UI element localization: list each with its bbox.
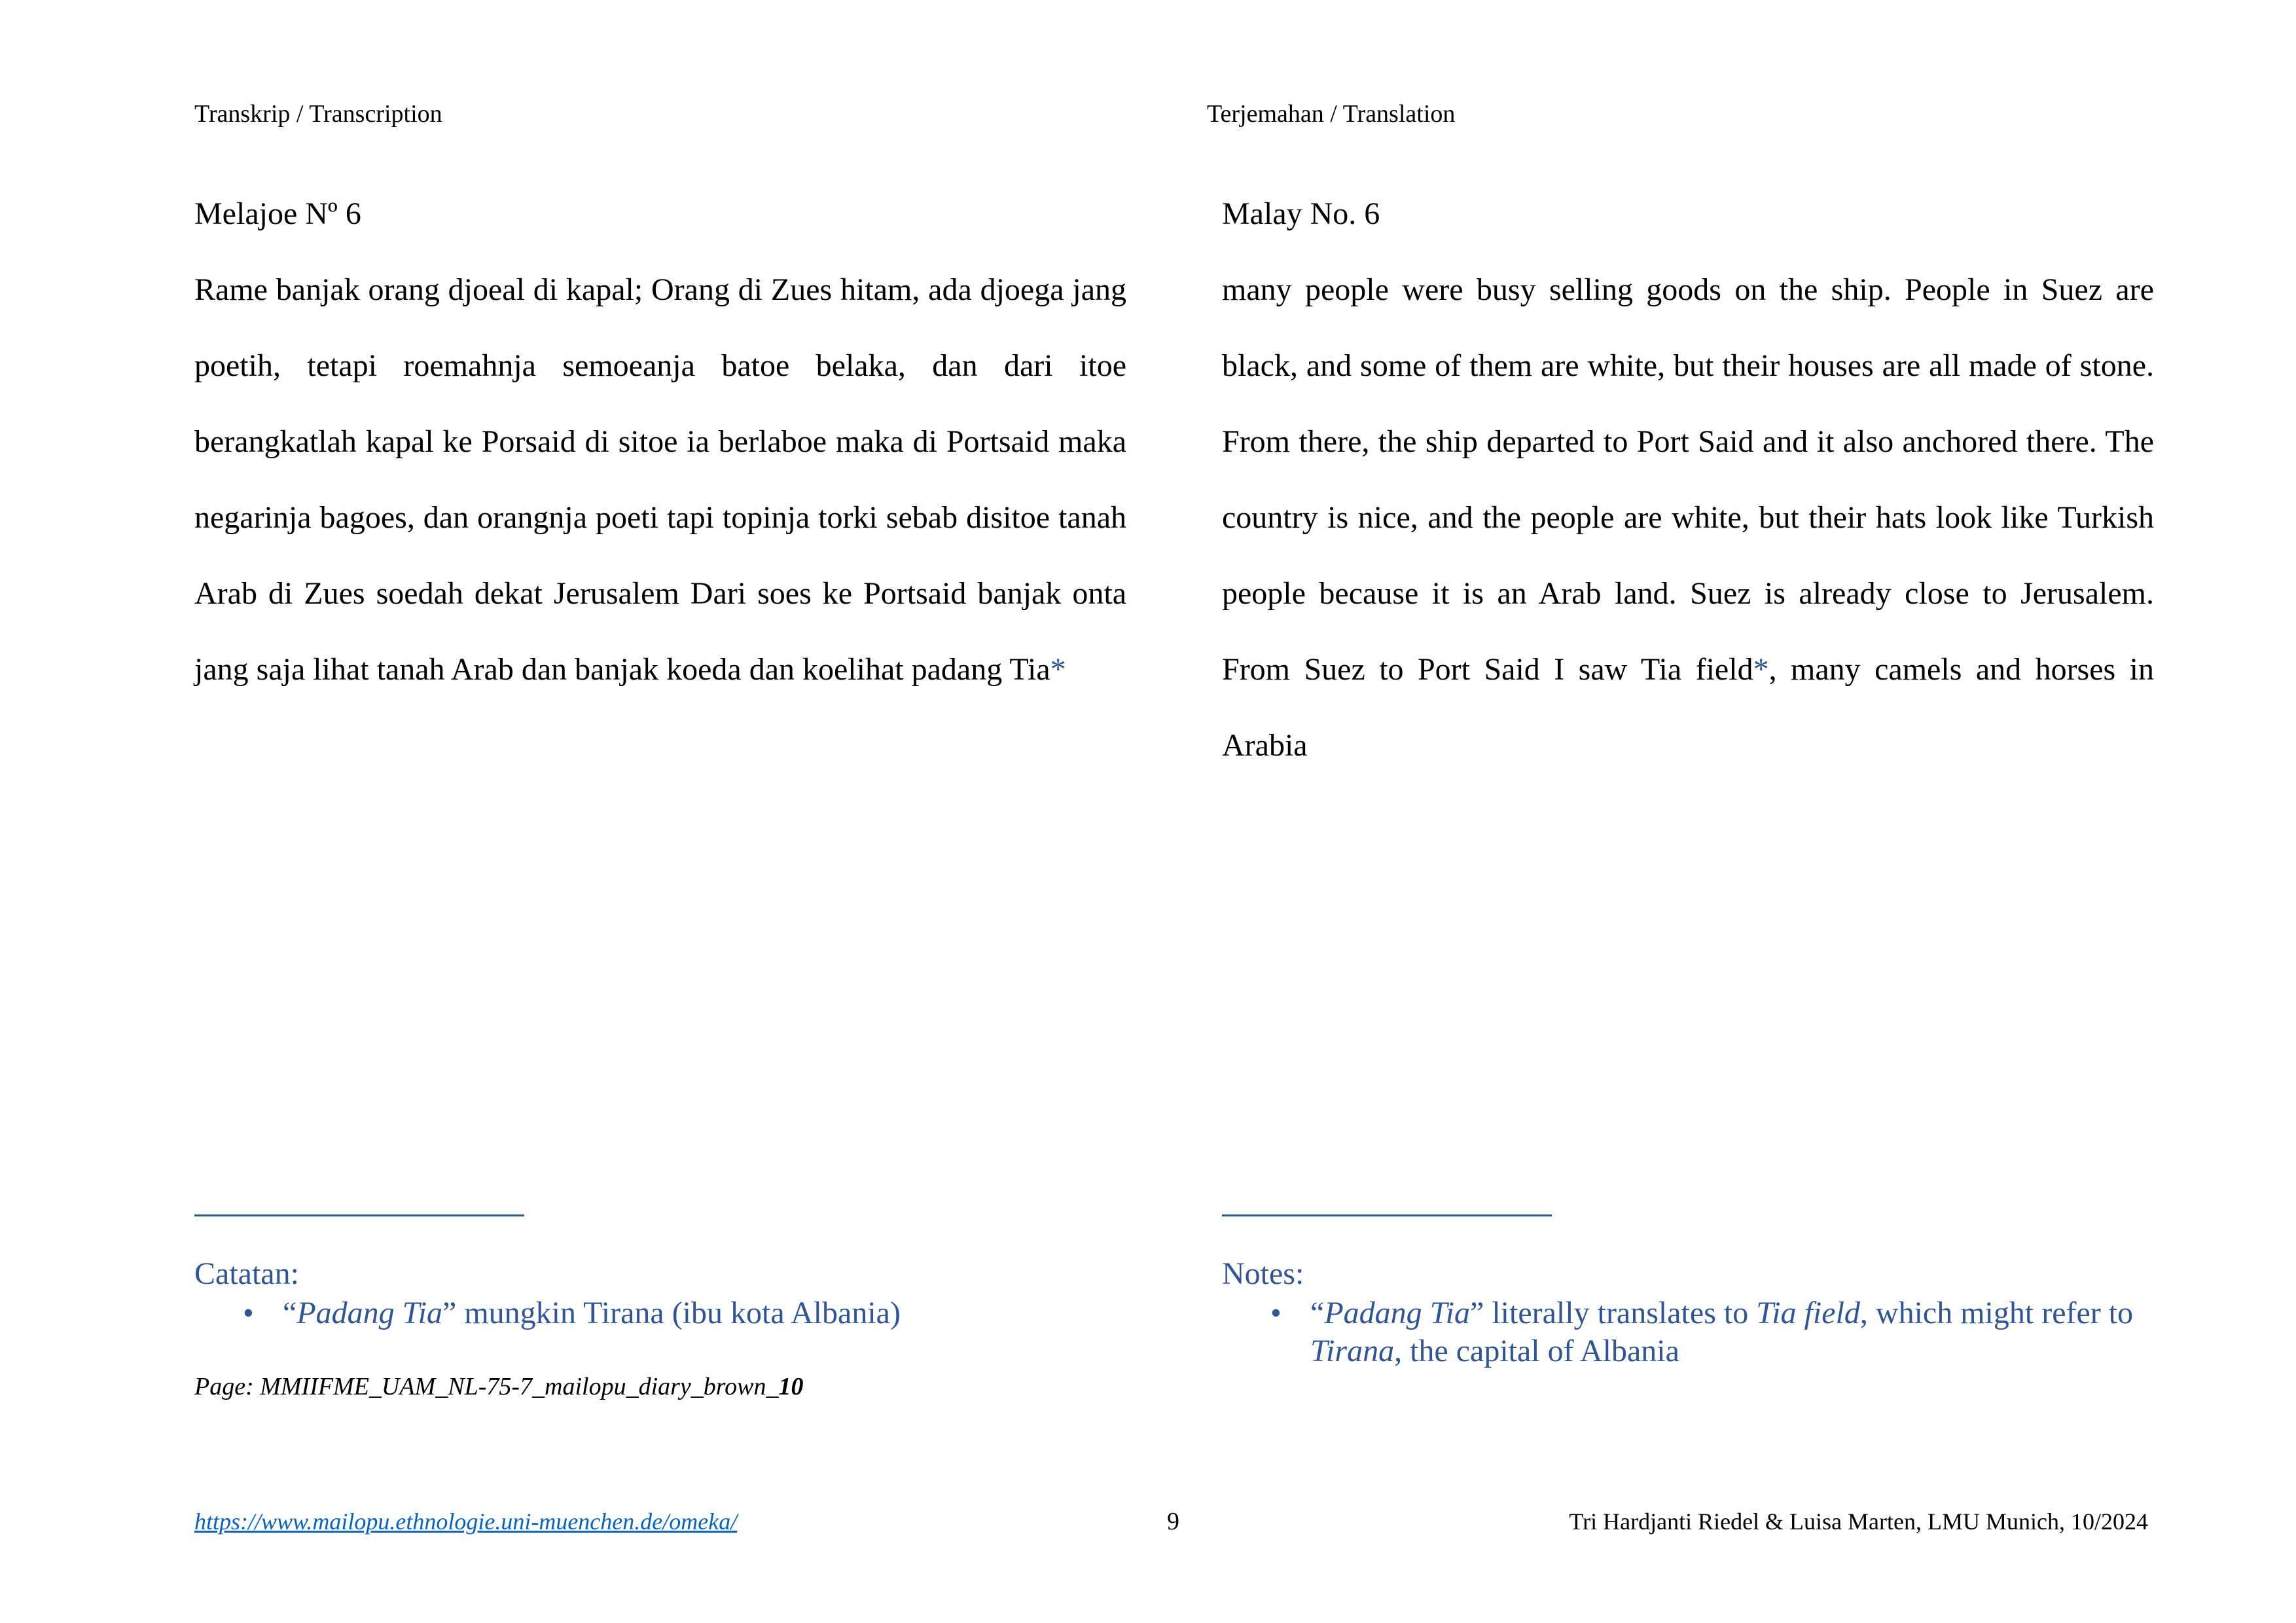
translation-header: Terjemahan / Translation	[1207, 100, 1456, 128]
note-open-quote: “	[1310, 1296, 1325, 1330]
note-term: Padang Tia	[296, 1296, 443, 1330]
note-close-quote: ”	[442, 1296, 457, 1330]
note-close-quote: ”	[1470, 1296, 1484, 1330]
note-text: , which might refer to	[1859, 1296, 2134, 1330]
footer-page-number: 9	[1167, 1508, 1179, 1535]
page-reference-number: 10	[778, 1373, 804, 1400]
transcription-body-text: Rame banjak orang djoeal di kapal; Orang di Zues hitam, ada djoega jang poetih, tetapi roemahnja semoeanja batoe belaka, dan dari itoe berangkatlah kapal ke Porsaid di sitoe ia berlaboe maka di Portsaid maka negarinja bagoes, dan orangnja poeti tapi topinja torki sebab disitoe tanah Arab di Zues soedah dekat Jerusalem Dari soes ke Portsaid banjak onta jang saja lihat tanah Arab dan banjak koeda dan koelihat padang Tia	[194, 272, 1126, 687]
note-open-quote: “	[283, 1296, 297, 1330]
footer-credit: Tri Hardjanti Riedel & Luisa Marten, LMU Munich, 10/2024	[1569, 1508, 2148, 1535]
translation-notes-heading: Notes:	[1222, 1256, 1304, 1291]
translation-note-item	[1222, 1294, 2158, 1370]
page-reference-prefix: Page: MMIIFME_UAM_NL-75-7_mailopu_diary_brown_	[194, 1373, 779, 1400]
note-text: literally translates to	[1484, 1296, 1757, 1330]
transcription-title: Melajoe Nº 6	[194, 196, 361, 231]
note-term-tirana: Tirana	[1310, 1334, 1395, 1368]
transcription-note-item	[194, 1294, 1130, 1332]
transcription-header: Transkrip / Transcription	[194, 100, 442, 128]
note-term-tia-field: Tia field	[1756, 1296, 1860, 1330]
translation-title: Malay No. 6	[1222, 196, 1380, 231]
footer-website-link[interactable]: https://www.mailopu.ethnologie.uni-muenchen.de/omeka/	[194, 1508, 738, 1535]
transcription-notes-heading: Catatan:	[194, 1256, 299, 1291]
translation-body-text-end: , many camels and horses in Arabia	[1222, 652, 2154, 763]
transcription-notes-list	[194, 1294, 1130, 1332]
transcription-body	[194, 252, 1126, 708]
translation-notes-divider	[1222, 1214, 1552, 1216]
note-text: mungkin Tirana (ibu kota Albania)	[456, 1296, 901, 1330]
translation-footnote-marker: *	[1753, 652, 1769, 687]
bullet-icon: •	[1270, 1296, 1282, 1330]
note-text: , the capital of Albania	[1394, 1334, 1679, 1368]
translation-notes-list	[1222, 1294, 2158, 1370]
note-term: Padang Tia	[1324, 1296, 1471, 1330]
bullet-icon: •	[243, 1296, 254, 1330]
transcription-notes-divider	[194, 1214, 524, 1216]
translation-body	[1222, 252, 2154, 784]
translation-body-text: many people were busy selling goods on the ship. People in Suez are black, and some of them are white, but their houses are all made of stone. From there, the ship departed to Port Said and it also anchored there. The country is nice, and the people are white, but their hats look like Turkish people because it is an Arab land. Suez is already close to Jerusalem. From Suez to Port Said I saw Tia field	[1222, 272, 2154, 687]
page-reference	[194, 1371, 804, 1402]
transcription-footnote-marker: *	[1050, 652, 1066, 687]
